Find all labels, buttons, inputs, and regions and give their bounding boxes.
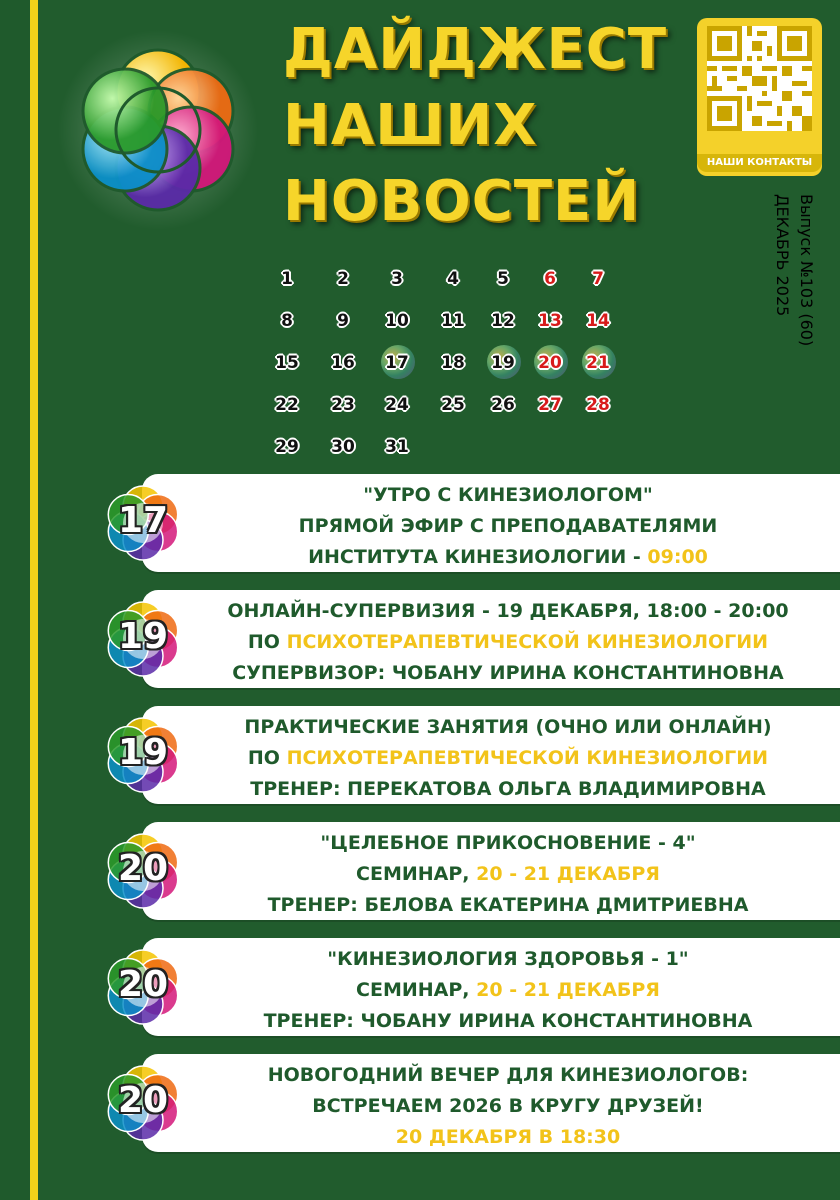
- event-text-segment: ВСТРЕЧАЕМ 2026 В КРУГУ ДРУЗЕЙ!: [312, 1095, 704, 1117]
- issue-number: Выпуск №103 (60): [797, 194, 816, 347]
- event-text-segment: ПО: [247, 747, 287, 769]
- event-line: [182, 944, 834, 975]
- calendar-day-number: 31: [385, 437, 409, 457]
- calendar-day: [575, 346, 621, 380]
- event-text-segment: ИНСТИТУТА КИНЕЗИОЛОГИИ -: [308, 546, 648, 568]
- calendar-day: [320, 430, 366, 464]
- issue-info: [753, 190, 823, 390]
- calendar-day: [527, 346, 573, 380]
- event-line: [182, 743, 834, 774]
- qr-code-icon[interactable]: [707, 26, 812, 131]
- event-item[interactable]: [90, 474, 840, 578]
- event-line: [182, 1006, 834, 1037]
- title-line: НАШИХ: [283, 93, 538, 158]
- event-line: [182, 658, 834, 689]
- calendar-day: [264, 304, 310, 338]
- event-line: [182, 712, 834, 743]
- calendar-day: [430, 262, 476, 296]
- event-text-segment: ПО: [247, 631, 287, 653]
- calendar-day: [374, 262, 420, 296]
- calendar-day: [374, 430, 420, 464]
- event-line: [182, 480, 834, 511]
- calendar-day-number: 27: [538, 395, 562, 415]
- event-day-number: 17: [117, 500, 169, 541]
- calendar-day-number: 16: [331, 353, 355, 373]
- calendar-day-number: 15: [275, 353, 299, 373]
- calendar-day-number: 1: [281, 269, 293, 289]
- event-text: [182, 480, 834, 573]
- calendar-day: [320, 262, 366, 296]
- event-day-number: 20: [117, 848, 169, 889]
- calendar-day: [480, 346, 526, 380]
- calendar-day: [374, 388, 420, 422]
- event-line: [182, 511, 834, 542]
- issue-month: ДЕКАБРЬ 2025: [773, 194, 792, 317]
- event-highlight: 20 - 21 ДЕКАБРЯ: [476, 863, 660, 885]
- calendar-day-number: 6: [544, 269, 556, 289]
- calendar-day-number: 25: [441, 395, 465, 415]
- calendar-day-number: 7: [592, 269, 604, 289]
- event-line: [182, 828, 834, 859]
- event-highlight: ПСИХОТЕРАПЕВТИЧЕСКОЙ КИНЕЗИОЛОГИИ: [286, 631, 769, 653]
- calendar-day-number: 2: [337, 269, 349, 289]
- title-line: ДАЙДЖЕСТ: [283, 17, 668, 82]
- calendar-day: [480, 304, 526, 338]
- calendar-day: [320, 388, 366, 422]
- event-text-segment: ОНЛАЙН-СУПЕРВИЗИЯ - 19 ДЕКАБРЯ, 18:00 - 20:00: [227, 600, 789, 622]
- event-text-segment: ТРЕНЕР: ПЕРЕКАТОВА ОЛЬГА ВЛАДИМИРОВНА: [250, 778, 766, 800]
- calendar-day-number: 23: [331, 395, 355, 415]
- calendar-day-number: 26: [491, 395, 515, 415]
- calendar-day: [430, 346, 476, 380]
- calendar-day-number: 20: [538, 353, 562, 373]
- december-calendar: [264, 262, 624, 472]
- event-line: [182, 975, 834, 1006]
- calendar-day-number: 12: [491, 311, 515, 331]
- calendar-day-number: 4: [447, 269, 459, 289]
- calendar-day-number: 19: [491, 353, 515, 373]
- event-text-segment: ПРЯМОЙ ЭФИР С ПРЕПОДАВАТЕЛЯМИ: [298, 515, 718, 537]
- calendar-day: [264, 430, 310, 464]
- calendar-day: [527, 304, 573, 338]
- event-item[interactable]: [90, 1054, 840, 1158]
- event-text-segment: "УТРО С КИНЕЗИОЛОГОМ": [363, 484, 653, 506]
- calendar-day-number: 3: [391, 269, 403, 289]
- event-text-segment: СУПЕРВИЗОР: ЧОБАНУ ИРИНА КОНСТАНТИНОВНА: [232, 662, 784, 684]
- calendar-day: [264, 262, 310, 296]
- calendar-day-number: 14: [586, 311, 610, 331]
- calendar-day: [575, 388, 621, 422]
- calendar-day-number: 30: [331, 437, 355, 457]
- event-line: [182, 542, 834, 573]
- calendar-day-number: 18: [441, 353, 465, 373]
- event-item[interactable]: [90, 938, 840, 1042]
- calendar-day-number: 21: [586, 353, 610, 373]
- event-line: [182, 1060, 834, 1091]
- calendar-day-number: 22: [275, 395, 299, 415]
- event-text-segment: ПРАКТИЧЕСКИЕ ЗАНЯТИЯ (ОЧНО ИЛИ ОНЛАЙН): [244, 716, 772, 738]
- calendar-day-number: 29: [275, 437, 299, 457]
- event-text-segment: НОВОГОДНИЙ ВЕЧЕР ДЛЯ КИНЕЗИОЛОГОВ:: [267, 1064, 749, 1086]
- left-border: [0, 0, 38, 1200]
- flower-logo-icon: [58, 30, 258, 230]
- calendar-day-number: 13: [538, 311, 562, 331]
- event-day-number: 19: [117, 732, 169, 773]
- digest-title: [283, 12, 668, 240]
- event-line: [182, 627, 834, 658]
- qr-contacts-label: НАШИ КОНТАКТЫ: [697, 154, 822, 172]
- event-highlight: 09:00: [647, 546, 708, 568]
- calendar-day-number: 11: [441, 311, 465, 331]
- event-highlight: 20 - 21 ДЕКАБРЯ: [476, 979, 660, 1001]
- calendar-day-number: 17: [385, 353, 409, 373]
- event-highlight: 20 ДЕКАБРЯ В 18:30: [395, 1126, 621, 1148]
- calendar-day-number: 9: [337, 311, 349, 331]
- event-line: [182, 1122, 834, 1153]
- event-text-segment: "ЦЕЛЕБНОЕ ПРИКОСНОВЕНИЕ - 4": [320, 832, 696, 854]
- event-line: [182, 1091, 834, 1122]
- event-text-segment: СЕМИНАР,: [356, 979, 477, 1001]
- event-text-segment: ТРЕНЕР: БЕЛОВА ЕКАТЕРИНА ДМИТРИЕВНА: [267, 894, 749, 916]
- event-item[interactable]: [90, 590, 840, 694]
- calendar-day: [264, 346, 310, 380]
- calendar-day-number: 10: [385, 311, 409, 331]
- calendar-day: [374, 346, 420, 380]
- calendar-day-number: 24: [385, 395, 409, 415]
- event-text: [182, 596, 834, 689]
- calendar-day: [480, 388, 526, 422]
- calendar-day: [320, 346, 366, 380]
- calendar-day: [264, 388, 310, 422]
- event-line: [182, 774, 834, 805]
- calendar-day: [527, 388, 573, 422]
- event-highlight: ПСИХОТЕРАПЕВТИЧЕСКОЙ КИНЕЗИОЛОГИИ: [286, 747, 769, 769]
- calendar-day: [374, 304, 420, 338]
- calendar-day-number: 8: [281, 311, 293, 331]
- event-text: [182, 944, 834, 1037]
- event-text: [182, 712, 834, 805]
- event-line: [182, 890, 834, 921]
- title-line: НОВОСТЕЙ: [283, 169, 641, 234]
- calendar-day: [527, 262, 573, 296]
- event-text-segment: "КИНЕЗИОЛОГИЯ ЗДОРОВЬЯ - 1": [327, 948, 689, 970]
- event-day-number: 19: [117, 616, 169, 657]
- event-item[interactable]: [90, 706, 840, 810]
- calendar-day: [575, 304, 621, 338]
- event-text-segment: ТРЕНЕР: ЧОБАНУ ИРИНА КОНСТАНТИНОВНА: [263, 1010, 753, 1032]
- event-text: [182, 1060, 834, 1153]
- calendar-day-number: 5: [497, 269, 509, 289]
- event-day-number: 20: [117, 1080, 169, 1121]
- calendar-day: [430, 388, 476, 422]
- event-text: [182, 828, 834, 921]
- event-day-number: 20: [117, 964, 169, 1005]
- calendar-day: [480, 262, 526, 296]
- event-text-segment: СЕМИНАР,: [356, 863, 477, 885]
- calendar-day-number: 28: [586, 395, 610, 415]
- calendar-day: [575, 262, 621, 296]
- event-line: [182, 859, 834, 890]
- event-line: [182, 596, 834, 627]
- calendar-day: [320, 304, 366, 338]
- event-item[interactable]: [90, 822, 840, 926]
- contacts-qr-card[interactable]: [697, 18, 822, 176]
- calendar-day: [430, 304, 476, 338]
